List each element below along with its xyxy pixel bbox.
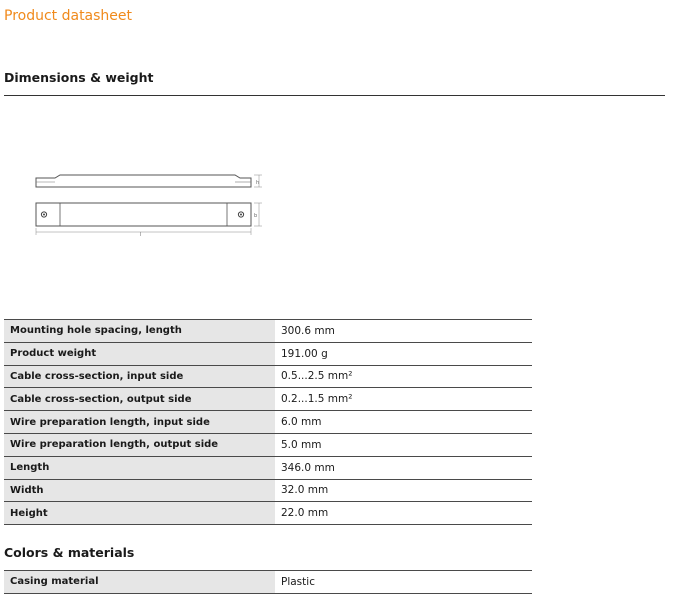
row-value: 346.0 mm xyxy=(275,456,532,479)
product-dimension-drawing xyxy=(30,170,270,240)
dimensions-section-heading: Dimensions & weight xyxy=(4,70,154,85)
section-divider xyxy=(4,95,665,96)
row-value: 22.0 mm xyxy=(275,502,532,525)
row-label: Cable cross-section, output side xyxy=(4,388,275,411)
row-value: Plastic xyxy=(275,571,532,594)
row-value: 0.2...1.5 mm² xyxy=(275,388,532,411)
row-value: 6.0 mm xyxy=(275,411,532,434)
table-row xyxy=(4,456,532,479)
dimensions-table xyxy=(4,319,532,525)
row-label: Casing material xyxy=(4,571,275,594)
row-value: 0.5...2.5 mm² xyxy=(275,365,532,388)
table-row xyxy=(4,320,532,343)
table-row xyxy=(4,502,532,525)
row-label: Product weight xyxy=(4,342,275,365)
side-view-outline xyxy=(36,175,251,187)
table-row xyxy=(4,388,532,411)
materials-table xyxy=(4,570,532,594)
page-title: Product datasheet xyxy=(4,8,133,24)
table-row xyxy=(4,479,532,502)
row-label: Length xyxy=(4,456,275,479)
row-value: 300.6 mm xyxy=(275,320,532,343)
table-row xyxy=(4,411,532,434)
top-view-outline xyxy=(36,203,251,226)
colors-section-heading: Colors & materials xyxy=(4,545,135,560)
row-label: Wire preparation length, input side xyxy=(4,411,275,434)
table-row xyxy=(4,342,532,365)
row-label: Width xyxy=(4,479,275,502)
length-dim-label: l xyxy=(140,232,142,238)
table-row xyxy=(4,365,532,388)
row-label: Height xyxy=(4,502,275,525)
width-dim-label: b xyxy=(254,213,258,219)
row-label: Cable cross-section, input side xyxy=(4,365,275,388)
row-value: 5.0 mm xyxy=(275,433,532,456)
table-row xyxy=(4,433,532,456)
table-row xyxy=(4,571,532,594)
row-value: 191.00 g xyxy=(275,342,532,365)
height-dim-label: h xyxy=(256,180,260,186)
row-value: 32.0 mm xyxy=(275,479,532,502)
row-label: Wire preparation length, output side xyxy=(4,433,275,456)
row-label: Mounting hole spacing, length xyxy=(4,320,275,343)
